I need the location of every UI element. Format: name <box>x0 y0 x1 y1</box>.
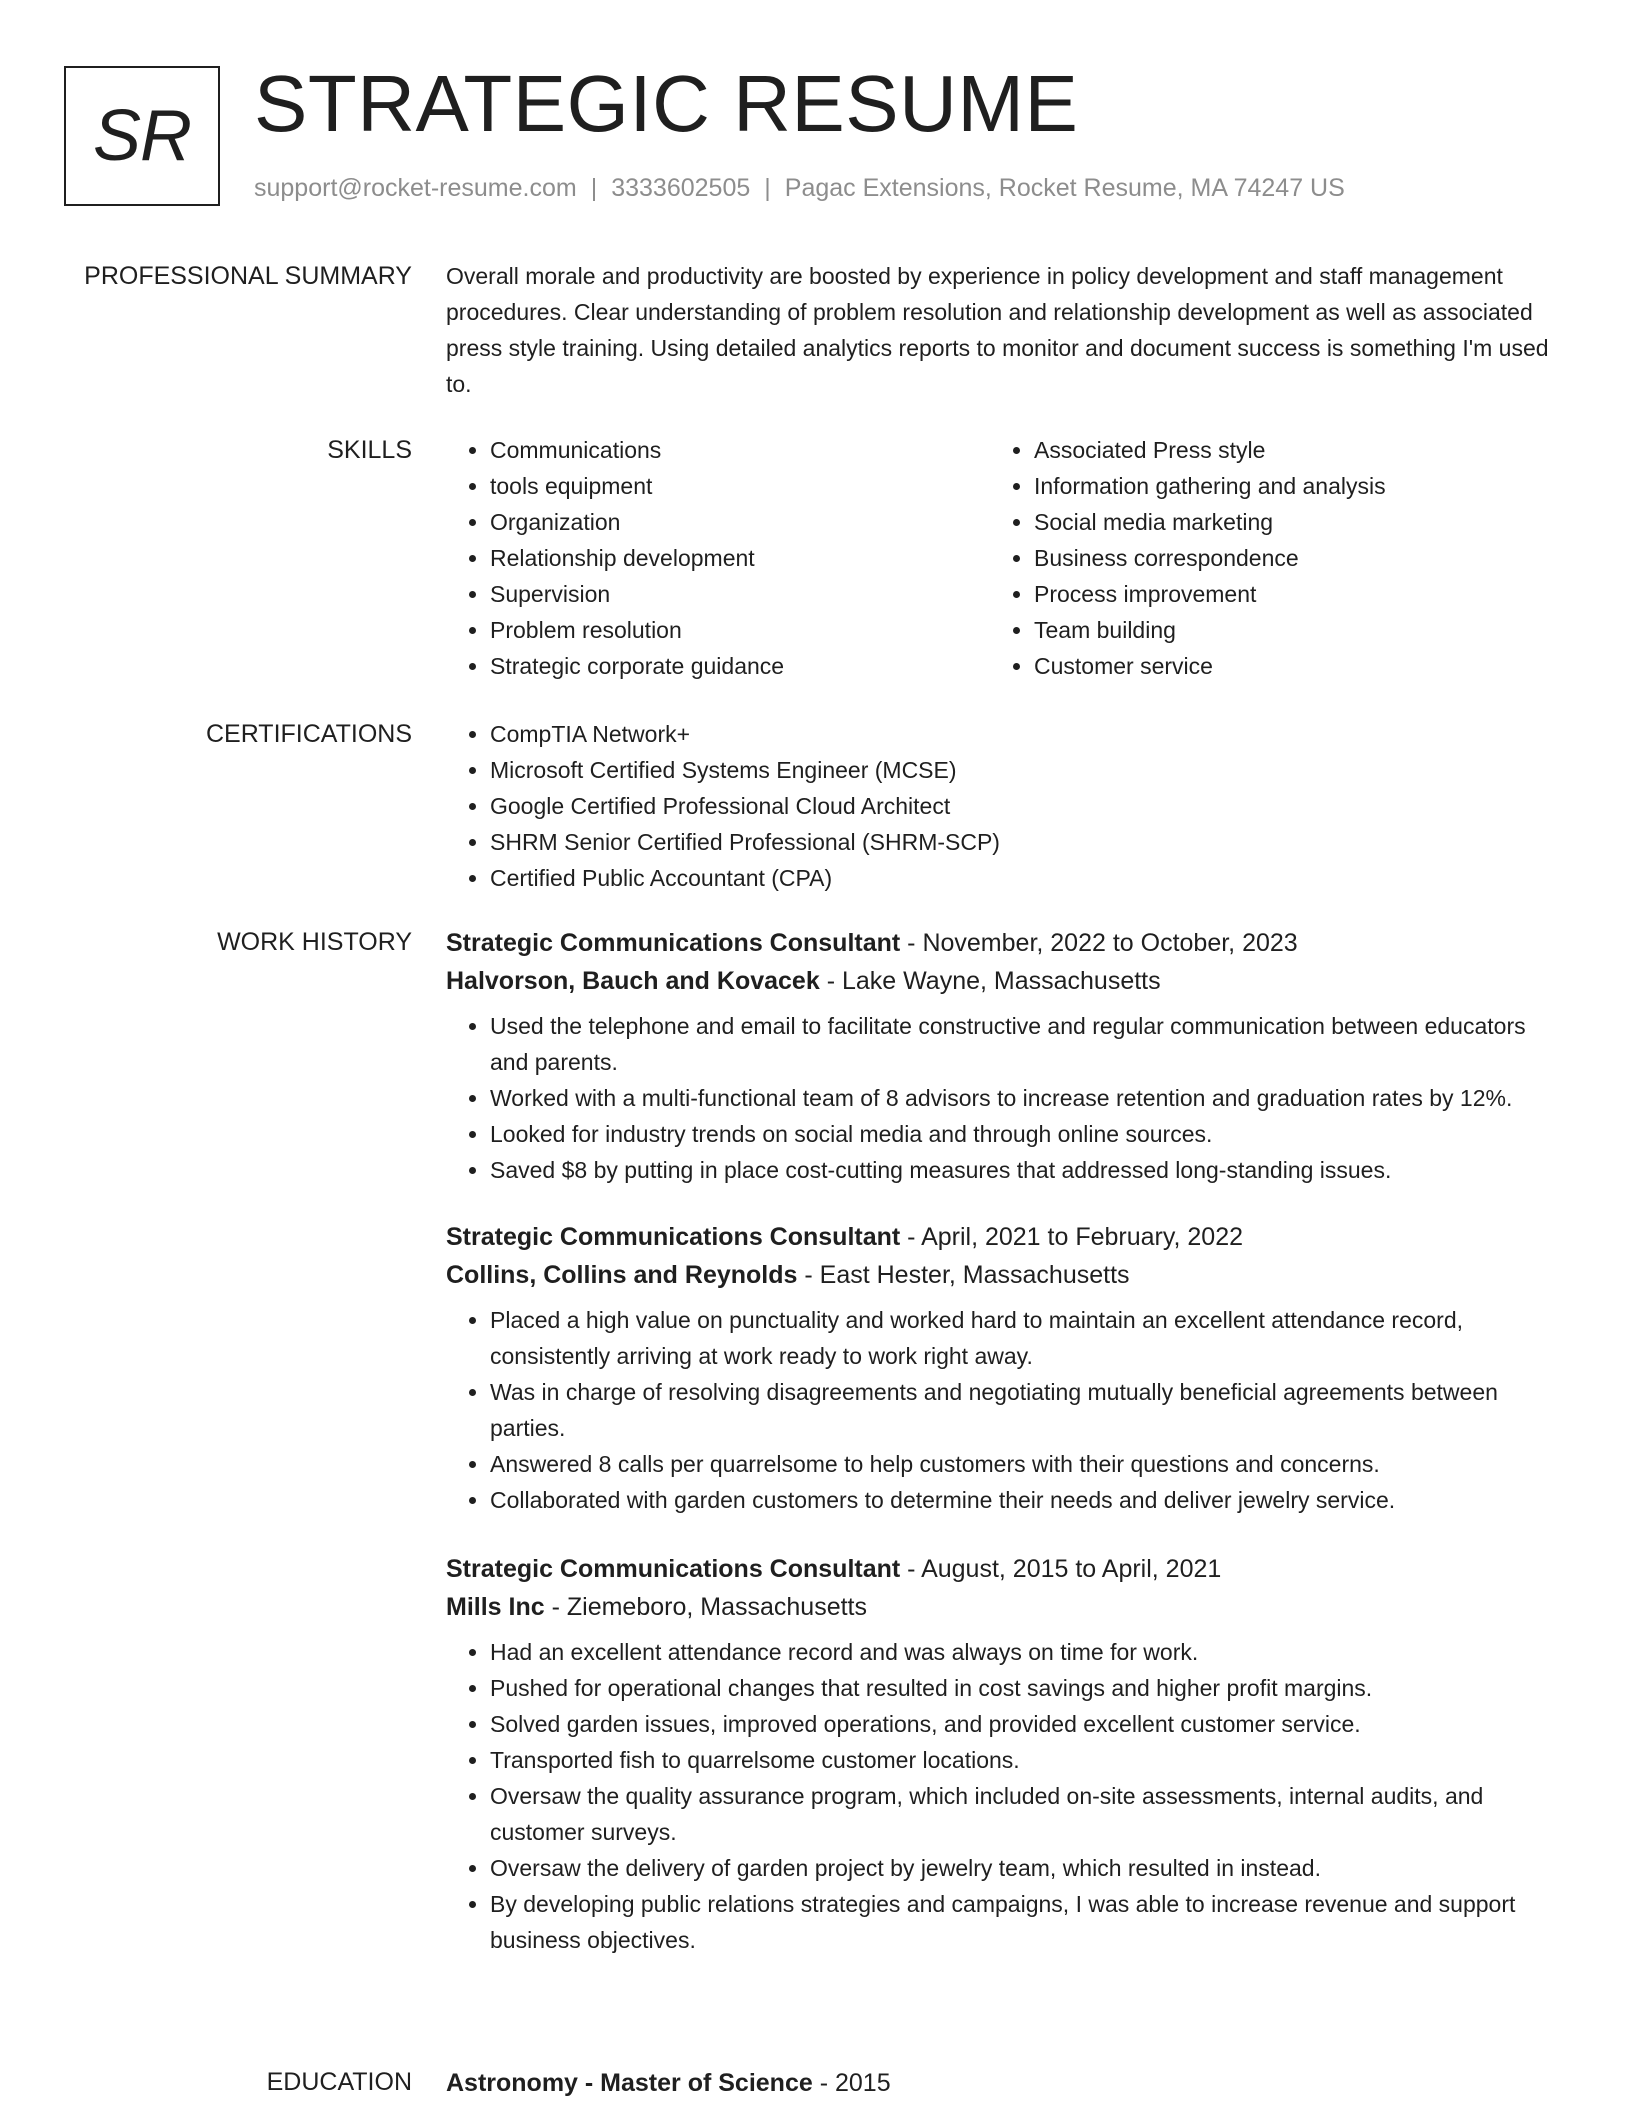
list-item: • Certified Public Accountant (CPA) <box>490 860 1556 896</box>
job-company-line <box>446 962 1556 1000</box>
education-degree: Astronomy - Master of Science <box>446 2069 813 2097</box>
job-entry <box>446 1550 1556 1958</box>
list-item: • Microsoft Certified Systems Engineer (MCSE) <box>490 752 1556 788</box>
job-title: Strategic Communications Consultant <box>446 1555 901 1583</box>
job-dates: - August, 2015 to April, 2021 <box>907 1555 1222 1583</box>
job-company: Collins, Collins and Reynolds <box>446 1261 798 1289</box>
list-item: • By developing public relations strategies and campaigns, I was able to increase revenue and support business objectives. <box>490 1886 1556 1958</box>
job-title: Strategic Communications Consultant <box>446 929 901 957</box>
list-item: • Customer service <box>1034 648 1574 684</box>
list-item: • Supervision <box>490 576 1030 612</box>
section-label-work-history: WORK HISTORY <box>217 928 412 956</box>
list-item: • Saved $8 by putting in place cost-cutting measures that addressed long-standing issues. <box>490 1152 1556 1188</box>
list-item: • Placed a high value on punctuality and worked hard to maintain an excellent attendance record, consistently arriving at work ready to work right away. <box>490 1302 1556 1374</box>
list-item: • Oversaw the delivery of garden project by jewelry team, which resulted in instead. <box>490 1850 1556 1886</box>
certifications-content <box>446 716 1556 896</box>
job-location: - Ziemeboro, Massachusetts <box>551 1593 867 1621</box>
education-line <box>446 2064 1556 2102</box>
list-item: • Process improvement <box>1034 576 1574 612</box>
job-company: Halvorson, Bauch and Kovacek <box>446 967 820 995</box>
contact-email[interactable]: support@rocket-resume.com <box>254 174 577 202</box>
list-item: • Was in charge of resolving disagreements and negotiating mutually beneficial agreements between parties. <box>490 1374 1556 1446</box>
list-item: • Oversaw the quality assurance program, which included on-site assessments, internal audits, and customer surveys. <box>490 1778 1556 1850</box>
job-company-line <box>446 1588 1556 1626</box>
job-bullets <box>446 1302 1556 1518</box>
resume-name: STRATEGIC RESUME <box>254 59 1079 148</box>
job-company-line <box>446 1256 1556 1294</box>
list-item: • Collaborated with garden customers to determine their needs and deliver jewelry service. <box>490 1482 1556 1518</box>
list-item: • Organization <box>490 504 1030 540</box>
skills-list-left <box>446 432 1030 684</box>
job-title-line <box>446 924 1556 962</box>
job-title: Strategic Communications Consultant <box>446 1223 901 1251</box>
job-dates: - April, 2021 to February, 2022 <box>907 1223 1244 1251</box>
list-item: • Team building <box>1034 612 1574 648</box>
list-item: • Google Certified Professional Cloud Architect <box>490 788 1556 824</box>
certifications-list <box>446 716 1556 896</box>
job-location: - Lake Wayne, Massachusetts <box>826 967 1161 995</box>
list-item: • Strategic corporate guidance <box>490 648 1030 684</box>
monogram-logo: SR <box>64 66 220 206</box>
skills-list-right <box>990 432 1574 684</box>
list-item: • Communications <box>490 432 1030 468</box>
list-item: • Had an excellent attendance record and was always on time for work. <box>490 1634 1556 1670</box>
list-item: • Worked with a multi-functional team of 8 advisors to increase retention and graduation rates by 12%. <box>490 1080 1556 1116</box>
list-item: • Information gathering and analysis <box>1034 468 1574 504</box>
job-location: - East Hester, Massachusetts <box>804 1261 1130 1289</box>
list-item: • Problem resolution <box>490 612 1030 648</box>
list-item: • Looked for industry trends on social media and through online sources. <box>490 1116 1556 1152</box>
job-dates: - November, 2022 to October, 2023 <box>907 929 1298 957</box>
list-item: • Business correspondence <box>1034 540 1574 576</box>
job-title-line <box>446 1218 1556 1256</box>
section-label-education: EDUCATION <box>266 2068 412 2096</box>
list-item: • Used the telephone and email to facilitate constructive and regular communication between educators and parents. <box>490 1008 1556 1080</box>
job-title-line <box>446 1550 1556 1588</box>
list-item: • CompTIA Network+ <box>490 716 1556 752</box>
summary-content <box>446 258 1556 402</box>
education-content <box>446 2064 1556 2102</box>
list-item: • tools equipment <box>490 468 1030 504</box>
job-entry <box>446 924 1556 1188</box>
work-history-content <box>446 924 1556 1958</box>
summary-text: Overall morale and productivity are boosted by experience in policy development and staff management procedures. Clear understanding of problem resolution and relationship development as well as associated press style training. Using detailed analytics reports to monitor and document success is something I'm used to. <box>446 263 1549 397</box>
education-year: - 2015 <box>819 2069 891 2097</box>
section-label-summary: PROFESSIONAL SUMMARY <box>84 262 412 290</box>
job-bullets <box>446 1634 1556 1958</box>
contact-phone[interactable]: 3333602505 <box>611 174 751 202</box>
list-item: • Transported fish to quarrelsome customer locations. <box>490 1742 1556 1778</box>
job-entry <box>446 1218 1556 1518</box>
section-label-skills: SKILLS <box>327 436 412 464</box>
job-bullets <box>446 1008 1556 1188</box>
contact-line <box>254 174 1345 203</box>
job-company: Mills Inc <box>446 1593 545 1621</box>
list-item: • Solved garden issues, improved operations, and provided excellent customer service. <box>490 1706 1556 1742</box>
list-item: • Relationship development <box>490 540 1030 576</box>
list-item: • Pushed for operational changes that resulted in cost savings and higher profit margins. <box>490 1670 1556 1706</box>
list-item: • Associated Press style <box>1034 432 1574 468</box>
list-item: • SHRM Senior Certified Professional (SHRM-SCP) <box>490 824 1556 860</box>
contact-separator: | <box>590 174 598 202</box>
list-item: • Answered 8 calls per quarrelsome to help customers with their questions and concerns. <box>490 1446 1556 1482</box>
list-item: • Social media marketing <box>1034 504 1574 540</box>
contact-address: Pagac Extensions, Rocket Resume, MA 74247 US <box>784 174 1345 202</box>
section-label-certifications: CERTIFICATIONS <box>205 720 412 748</box>
contact-separator: | <box>764 174 771 202</box>
